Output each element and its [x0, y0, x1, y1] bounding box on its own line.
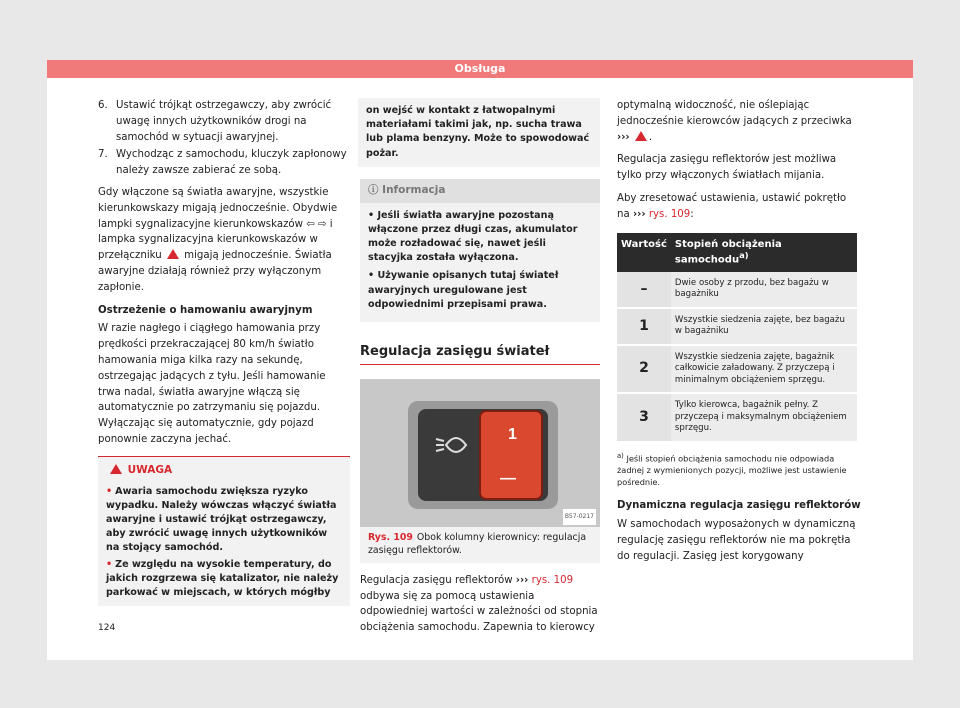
- dial-label-dash: —: [500, 469, 516, 487]
- column-3: [617, 98, 861, 571]
- warning-ref-icon[interactable]: [635, 131, 647, 141]
- headlight-dial-image: [360, 379, 600, 527]
- warning-icon: [110, 464, 122, 474]
- header-degree: Stopień obciążenia samochodu$^{a)}$: [671, 233, 857, 272]
- column-1: [98, 98, 350, 606]
- load-table: [617, 233, 857, 443]
- column-2: [360, 98, 600, 643]
- dial-label-1: 1: [508, 425, 517, 443]
- list-item: 7. Wychodząc z samochodu, kluczyk zapłonowy należy zawsze zabierać ze sobą.: [98, 149, 347, 177]
- warning-item: • Awaria samochodu zwiększa ryzyko wypadku. Należy wówczas włączyć światła awaryjne i ustawić trójkąt ostrzegawczy, aby zwrócić uwagę innych użytkowników na stojący samochód.: [106, 485, 337, 554]
- visibility-text: optymalną widoczność, nie oślepiając jednocześnie kierowców jadących z przeciwka ››› .: [617, 100, 852, 143]
- figure-caption: Rys. 109 Obok kolumny kierownicy: regulacja zasięgu reflektorów.: [368, 531, 587, 556]
- hazard-warning-icon: [167, 249, 179, 259]
- info-title: ⓘ Informacja: [360, 179, 600, 203]
- bullet-icon: •: [106, 485, 113, 497]
- footnote: $^{a)}$ Jeśli stopień obciążenia samochodu nie odpowiada żadnej z wymienionych pozycji, możliwe jest ustawienie pośrednie.: [617, 451, 847, 487]
- dynamic-heading: Dynamiczna regulacja zasięgu reflektorów: [617, 500, 861, 512]
- headlight-dial-illustration: [360, 379, 600, 527]
- braking-text: W razie nagłego i ciągłego hamowania przy prędkości przekraczającej 80 km/h światło hamowania miga kilka razy na sekundę, ostrzegając jadących z tyłu. Jeśli hamowanie trwa nadal, światła awaryjne włączą się automatycznie po zatrzymaniu się pojazdu. Wyłączając się automatycznie, gdy pojazd ponownie zaczyna jechać.: [98, 323, 326, 445]
- section-title: Regulacja zasięgu świateł: [360, 344, 600, 365]
- braking-heading: Ostrzeżenie o hamowaniu awaryjnym: [98, 304, 313, 316]
- header-value: Wartość: [617, 233, 671, 272]
- table-row: 1 Wszystkie siedzenia zajęte, bez bagażu w bagażniku: [617, 308, 857, 345]
- warning-title: UWAGA: [98, 456, 350, 485]
- hazard-paragraph: Gdy włączone są światła awaryjne, wszystkie kierunkowskazy migają jednocześnie. Obydwie lampki sygnalizacyjne kierunkowskazów ⇦ ⇨ i lampka sygnalizacyjna kierunkowskazów w przełączniku migają jednocześnie. Światła awaryjne działają również przy wyłączonym zapłonie.: [98, 186, 338, 293]
- steps-list: [98, 98, 350, 179]
- figure-code: B57-0217: [563, 509, 596, 525]
- list-item: 6. Ustawić trójkąt ostrzegawczy, aby zwrócić uwagę innych użytkowników drogi na samochód w sytuacji awaryjnej.: [98, 100, 332, 143]
- table-row: 3 Tylko kierowca, bagażnik pełny. Z przyczepą i maksymalnym obciążeniem sprzęgu.: [617, 393, 857, 442]
- turn-signal-icon: ⇦ ⇨: [306, 218, 327, 230]
- warning-box: [98, 456, 350, 606]
- table-row: – Dwie osoby z przodu, bez bagażu w bagażniku: [617, 272, 857, 308]
- table-header: [617, 233, 857, 272]
- reset-text: Aby zresetować ustawienia, ustawić pokrętło na ››› rys. 109:: [617, 192, 847, 220]
- info-item: • Używanie opisanych tutaj świateł awaryjnych uregulowane jest odpowiednimi przepisami prawa.: [368, 270, 559, 310]
- regulation-text: Regulacja zasięgu reflektorów ››› rys. 109 odbywa się za pomocą ustawienia odpowiedniej wartości w zależności od stopnia obciążenia samochodu. Zapewnia to kierowcy: [360, 574, 598, 634]
- figure-link[interactable]: rys. 109: [648, 208, 691, 220]
- figure: [360, 379, 600, 563]
- info-icon: ⓘ: [368, 183, 379, 196]
- info-item: • Jeśli światła awaryjne pozostaną włączone przez długi czas, akumulator może rozładować się, nawet jeśli stacyjka została wyłączona.: [368, 209, 578, 264]
- page-number: 124: [98, 623, 116, 633]
- warning-item: • Ze względu na wysokie temperatury, do jakich rozgrzewa się katalizator, nie należy parkować w miejscach, w których mógłby: [106, 558, 339, 598]
- info-box: [360, 179, 600, 322]
- dynamic-text: W samochodach wyposażonych w dynamiczną regulację zasięgu reflektorów nie ma pokrętła do regulacji. Zasięg jest korygowany: [617, 518, 856, 562]
- warning-continuation: on wejść w kontakt z łatwopalnymi materiałami takimi jak, np. sucha trawa lub plama benzyny. Może to spowodować pożar.: [358, 98, 600, 167]
- bullet-icon: •: [106, 558, 113, 570]
- page-header: Obsługa: [47, 60, 913, 78]
- figure-link[interactable]: rys. 109: [531, 574, 574, 586]
- table-row: 2 Wszystkie siedzenia zajęte, bagażnik całkowicie załadowany. Z przyczepą i minimalnym obciążeniem sprzęgu.: [617, 345, 857, 394]
- dipped-beam-text: Regulacja zasięgu reflektorów jest możliwa tylko przy włączonych światłach mijania.: [617, 154, 837, 182]
